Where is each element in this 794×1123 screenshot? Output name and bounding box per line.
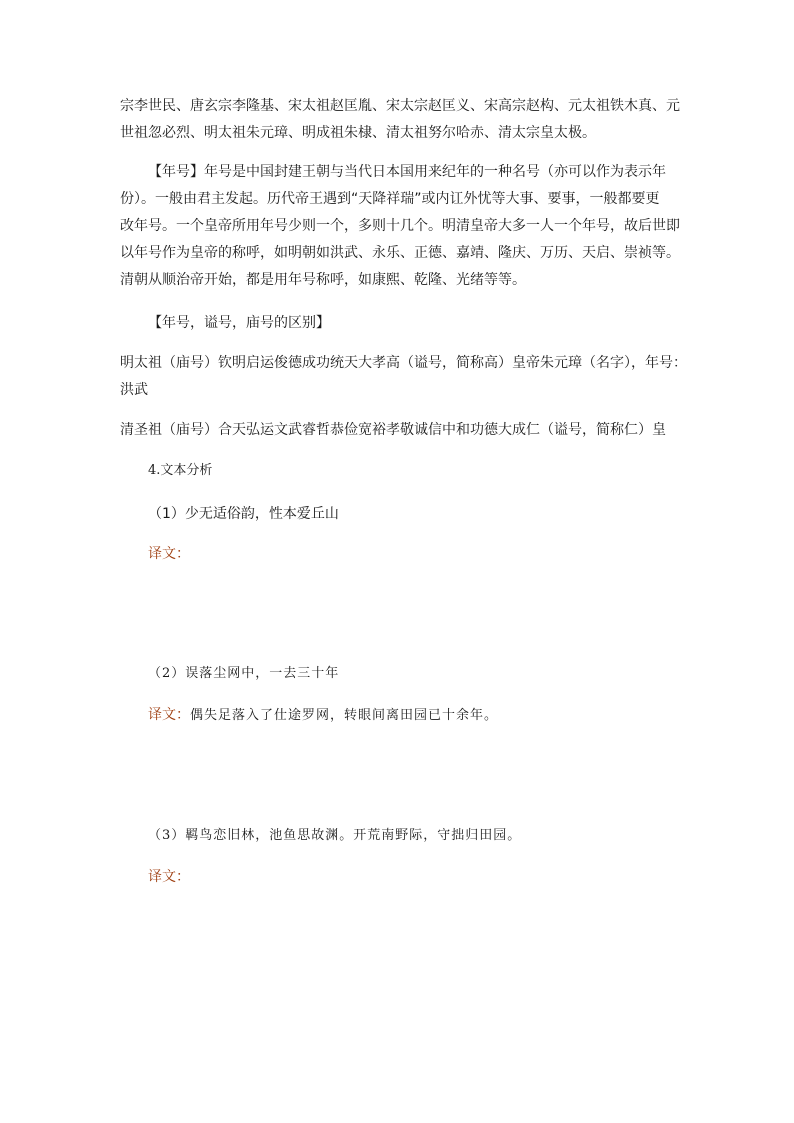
example-1-line-1: 明太祖（庙号）钦明启运俊德成功统天大孝高（谥号，简称高）皇帝朱元璋（名字），年号：: [120, 355, 687, 371]
question-3: （3）羁鸟恋旧林，池鱼思故渊。开荒南野际，守拙归田园。: [148, 828, 522, 843]
intro-line-1: 宗李世民、唐玄宗李隆基、宋太祖赵匡胤、宋太宗赵匡义、宋高宗赵构、元太祖铁木真、元: [120, 98, 680, 114]
nianhao-line-3: 改年号。一个皇帝所用年号少则一个，多则十几个。明清皇帝大多一人一个年号，故后世即: [120, 218, 680, 234]
question-2-translation: [148, 705, 498, 726]
section-heading: 4.文本分析: [148, 463, 213, 478]
question-2: （2）误落尘网中，一去三十年: [148, 666, 340, 681]
nianhao-line-2: 份）。一般由君主发起。历代帝王遇到“天降祥瑞”或内讧外忧等大事、要事，一般都要更: [120, 191, 660, 207]
question-3-translation-label: 译文：: [148, 869, 190, 885]
example-2-line-1: 清圣祖（庙号）合天弘运文武睿哲恭俭宽裕孝敬诚信中和功德大成仁（谥号，简称仁）皇: [120, 422, 666, 438]
question-1: （1）少无适俗韵，性本爱丘山: [148, 506, 339, 522]
nianhao-line-1: 【年号】年号是中国封建王朝与当代日本国用来纪年的一种名号（亦可以作为表示年: [148, 164, 666, 180]
example-1-line-2: 洪武: [120, 382, 148, 398]
question-2-translation-answer: 偶失足落入了仕途罗网，转眼间离田园已十余年。: [190, 708, 499, 723]
intro-line-2: 世祖忽必烈、明太祖朱元璋、明成祖朱棣、清太祖努尔哈赤、清太宗皇太极。: [120, 125, 596, 141]
question-2-translation-label: 译文：: [148, 707, 190, 723]
nianhao-line-5: 清朝从顺治帝开始，都是用年号称呼，如康熙、乾隆、光绪等等。: [120, 272, 526, 288]
nianhao-line-4: 以年号作为皇帝的称呼，如明朝如洪武、永乐、正德、嘉靖、隆庆、万历、天启、崇祯等。: [120, 245, 680, 261]
difference-heading: 【年号，谥号，庙号的区别】: [148, 315, 330, 331]
question-1-translation-label: 译文：: [148, 546, 190, 562]
